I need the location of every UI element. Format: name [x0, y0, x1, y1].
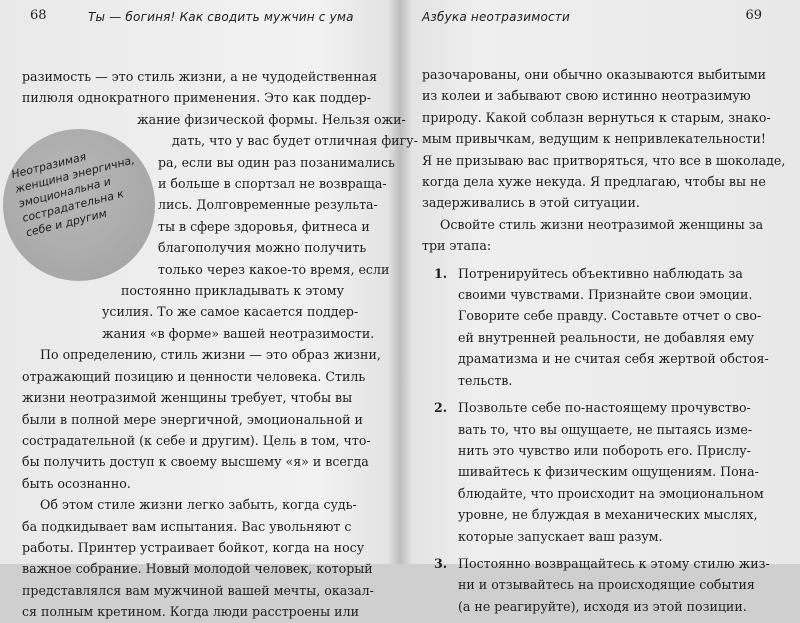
text-line: ба подкидывает вам испытания. Вас увольняют с	[22, 518, 352, 534]
text-line: лись. Долговременные результа-	[158, 197, 378, 213]
text-line: разимость — это стиль жизни, а не чудодейственная	[22, 69, 378, 84]
text-line: только через какое-то время, если	[158, 261, 390, 277]
text-line: сострадательной (к себе и другим). Цель в том, что-	[22, 432, 371, 448]
text-line: ты в сфере здоровья, фитнеса и	[158, 218, 370, 234]
text-line: когда дела хуже некуда. Я предлагаю, чтобы вы не	[422, 174, 766, 190]
text-line: Постоянно возвращайтесь к этому стилю жиз-	[458, 555, 770, 571]
text-line: разочарованы, они обычно оказываются выбитыми	[422, 67, 767, 82]
text-line: Говорите себе правду. Составьте отчет о сво-	[458, 308, 762, 324]
text-line: были в полной мере энергичной, эмоциональной и	[22, 411, 363, 427]
text-line: Об этом стиле жизни легко забыть, когда судь-	[40, 497, 357, 513]
text-line: ра, если вы один раз позанимались	[158, 154, 395, 170]
step-number: 2.	[434, 400, 448, 416]
text-line: усилия. То же самое касается поддер-	[102, 304, 359, 320]
text-line: своими чувствами. Признайте свои эмоции.	[458, 287, 753, 303]
step-number: 1.	[434, 265, 448, 281]
text-line: тельств.	[458, 372, 513, 388]
text-line: (а не реагируйте), исходя из этой позиции.	[458, 598, 747, 614]
text-line: быть осознанно.	[22, 475, 131, 491]
pull-quote-text: Неотразимая женщина энергична, эмоциональна и сострадательна к себе и другим	[10, 150, 136, 240]
text-line: вать то, что вы ощущаете, не пытаясь изме-	[458, 421, 753, 437]
text-line: природу. Какой соблазн вернуться к старым, знако-	[422, 109, 771, 125]
text-line: Освойте стиль жизни неотразимой женщины за	[440, 216, 764, 232]
text-line: бы получить доступ к своему высшему «я» и всегда	[22, 454, 369, 470]
text-line: и больше в спортзал не возвраща-	[158, 176, 387, 192]
right-page	[400, 0, 800, 614]
text-line: жания «в форме» вашей неотразимости.	[102, 325, 375, 341]
left-page-body	[22, 66, 418, 623]
text-line: три этапа:	[422, 238, 492, 254]
text-line: драматизма и не считая себя жертвой обстоя-	[458, 351, 769, 367]
text-line: задерживались в этой ситуации.	[422, 195, 640, 211]
step-item-1	[422, 263, 772, 391]
text-line: ся полным кретином. Когда люди расстроены или	[22, 604, 359, 620]
text-line: Потренируйтесь объективно наблюдать за	[458, 265, 743, 281]
text-line: работы. Принтер устраивает бойкот, когда на носу	[22, 539, 365, 555]
text-line: представлялся вам мужчиной вашей мечты, оказал-	[22, 582, 374, 598]
right-page-number: 69	[745, 8, 762, 23]
text-line: уровне, не блуждая в механических мыслях,	[458, 507, 758, 523]
text-line: важное собрание. Новый молодой человек, который	[22, 561, 373, 577]
text-line: блюдайте, что происходит на эмоциональном	[458, 485, 764, 501]
text-line: постоянно прикладывать к этому	[121, 283, 345, 299]
left-running-head: Ты — богиня! Как сводить мужчин с ума	[88, 10, 354, 24]
text-line: пилюля однократного применения. Это как поддер-	[22, 90, 371, 106]
text-line: По определению, стиль жизни — это образ жизни,	[40, 347, 381, 363]
text-line: которые запускает ваш разум.	[458, 528, 663, 544]
text-line: дать, что у вас будет отличная фигу-	[172, 133, 418, 149]
text-line: из колеи и забывают свою истинно неотразимую	[422, 88, 751, 104]
text-line: Я не призываю вас притворяться, что все в шоколаде,	[422, 152, 786, 168]
text-line: жание физической формы. Нельзя ожи-	[137, 111, 406, 127]
right-page-body	[422, 64, 786, 617]
step-item-3	[422, 553, 772, 617]
step-item-2	[422, 397, 772, 547]
text-line: благополучия можно получить	[158, 240, 367, 256]
step-number: 3.	[434, 555, 448, 571]
text-line: мым привычкам, ведущим к непривлекательности!	[422, 131, 766, 147]
text-line: отражающий позицию и ценности человека. Стиль	[22, 368, 366, 384]
text-line: Позвольте себе по-настоящему прочувство-	[458, 400, 751, 416]
text-line: жизни неотразимой женщины требует, чтобы вы	[22, 390, 353, 406]
text-line: шивайтесь к физическим ощущениям. Пона-	[458, 464, 759, 480]
text-line: ни и отзывайтесь на происходящие события	[458, 577, 755, 593]
text-line: ей внутренней реальности, не добавляя ему	[458, 329, 755, 345]
text-line: нить это чувство или побороть его. Прислу-	[458, 442, 751, 458]
right-running-head: Азбука неотразимости	[422, 10, 570, 24]
left-page-number: 68	[30, 8, 47, 23]
